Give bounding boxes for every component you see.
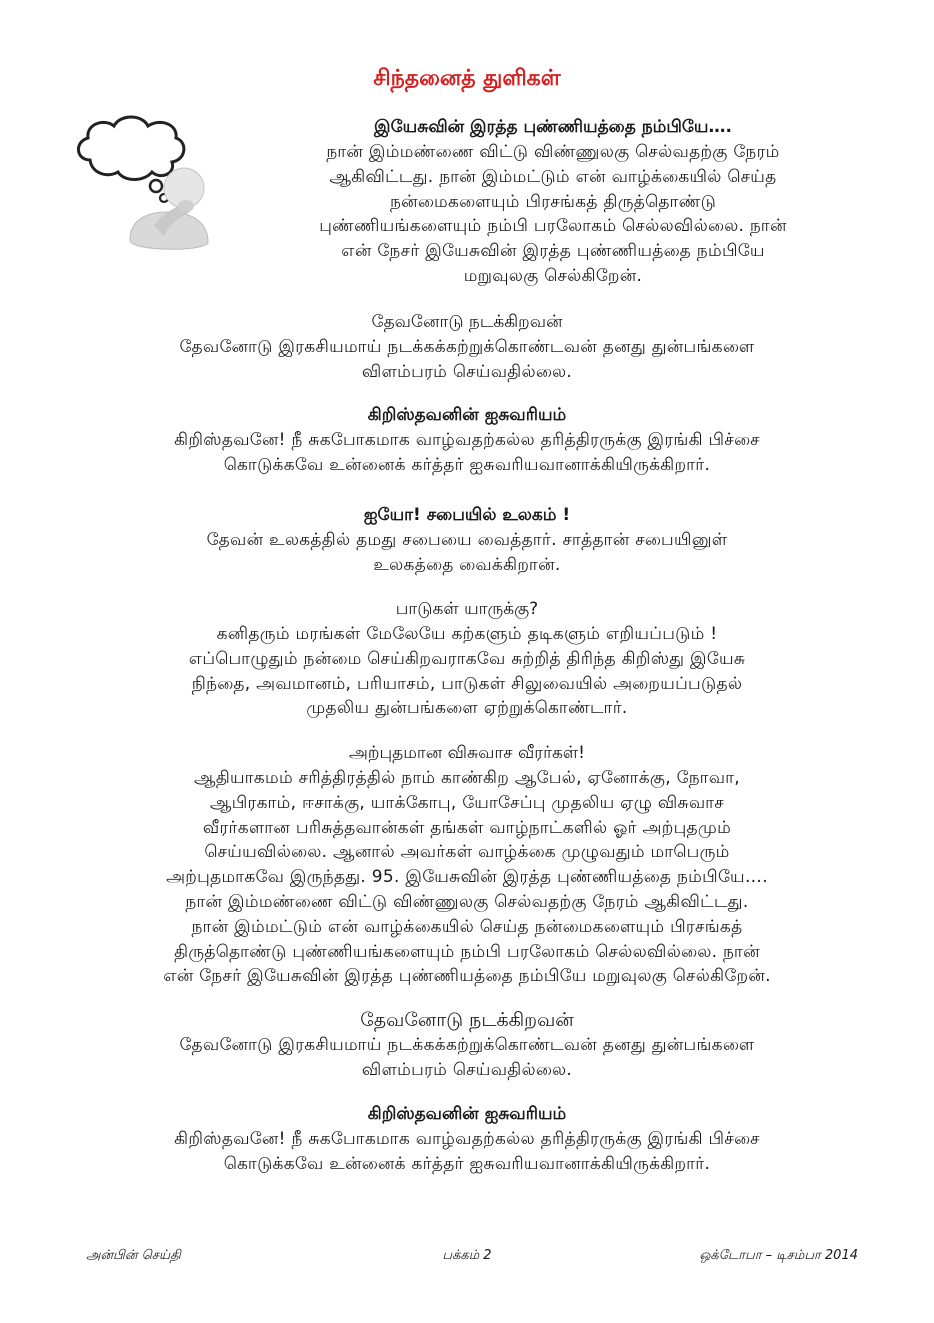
paragraph-line: விளம்பரம் செய்வதில்லை. xyxy=(361,1059,573,1080)
text-section xyxy=(55,503,879,578)
paragraph-line: வீரர்களான பரிசுத்தவான்கள் தங்கள் வாழ்நாட்களில் ஓர் அற்புதமும் xyxy=(202,817,732,838)
paragraph-line: ஆதியாகமம் சரித்திரத்தில் நாம் காண்கிற ஆபேல், ஏனோக்கு, நோவா, xyxy=(194,768,740,788)
paragraph-line: கனிதரும் மரங்கள் மேலேயே கற்களும் தடிகளும் எறியப்படும் ! xyxy=(216,624,718,644)
paragraph-line: மறுவுலகு செல்கிறேன். xyxy=(463,265,643,286)
paragraph-line: நான் இம்மண்ணை விட்டு விண்ணுலகு செல்வதற்கு நேரம் ஆகிவிட்டது. xyxy=(185,891,749,912)
footer-date: ஒக்டோபா – டிசம்பா 2014 xyxy=(699,1248,858,1263)
page-title: சிந்தனைத் துளிகள் xyxy=(373,66,561,91)
paragraph-line: கொடுக்கவே உன்னைக் கர்த்தர் ஐசுவரியவானாக்கியிருக்கிறார். xyxy=(223,454,711,475)
section-heading: இயேசுவின் இரத்த புண்ணியத்தை நம்பியே…. xyxy=(374,117,732,137)
footer-page-number: பக்கம் 2 xyxy=(442,1248,492,1263)
paragraph-line: நான் இம்மண்ணை விட்டு விண்ணுலகு செல்வதற்கு நேரம் xyxy=(326,142,780,162)
paragraph-line: கிறிஸ்தவனே! நீ சுகபோகமாக வாழ்வதற்கல்ல தரித்திரருக்கு இரங்கி பிச்சை xyxy=(174,430,760,450)
paragraph-line: செய்யவில்லை. ஆனால் அவர்கள் வாழ்க்கை முழுவதும் மாபெரும் xyxy=(204,842,730,863)
text-section xyxy=(55,741,879,989)
paragraph-line: கொடுக்கவே உன்னைக் கர்த்தர் ஐசுவரியவானாக்கியிருக்கிறார். xyxy=(223,1153,711,1174)
section-heading: தேவனோடு நடக்கிறவன் xyxy=(371,312,563,332)
paragraph-line: திருத்தொண்டு புண்ணியங்களையும் நம்பி பரலோகம் செல்லவில்லை. நான் xyxy=(174,941,760,962)
text-section xyxy=(55,1102,879,1177)
paragraph-line: நன்மைகளையும் பிரசங்கத் திருத்தொண்டு xyxy=(389,191,717,212)
text-section xyxy=(228,115,878,289)
section-heading: கிறிஸ்தவனின் ஐசுவரியம் xyxy=(367,1104,567,1124)
text-section xyxy=(55,1008,879,1083)
text-section xyxy=(55,597,879,721)
paragraph-line: தேவன் உலகத்தில் தமது சபையை வைத்தார். சாத்தான் சபையினுள் xyxy=(206,530,728,550)
paragraph-line: முதலிய துன்பங்களை ஏற்றுக்கொண்டார். xyxy=(306,698,628,719)
paragraph-line: விளம்பரம் செய்வதில்லை. xyxy=(361,361,573,382)
section-heading: தேவனோடு நடக்கிறவன் xyxy=(360,1009,574,1031)
paragraph-line: நிந்தை, அவமானம், பரியாசம், பாடுகள் சிலுவையில் அறையப்படுதல் xyxy=(191,673,743,694)
section-heading: ஐயோ! சபையில் உலகம் ! xyxy=(363,505,571,525)
paragraph-line: தேவனோடு இரகசியமாய் நடக்கக்கற்றுக்கொண்டவன் தனது துன்பங்களை xyxy=(179,337,755,357)
paragraph-line: என் நேசர் இயேசுவின் இரத்த புண்ணியத்தை நம்பியே மறுவுலகு செல்கிறேன். xyxy=(163,966,771,987)
paragraph-line: ஆபிரகாம், ஈசாக்கு, யாக்கோபு, யோசேப்பு முதலிய ஏழு விசுவாச xyxy=(209,792,725,813)
section-heading: அற்புதமான விசுவாச வீரர்கள்! xyxy=(349,743,585,763)
paragraph-line: ஆகிவிட்டது. நான் இம்மட்டும் என் வாழ்க்கையில் செய்த xyxy=(329,166,777,187)
footer-publication: அன்பின் செய்தி xyxy=(86,1248,181,1263)
section-heading: கிறிஸ்தவனின் ஐசுவரியம் xyxy=(367,405,567,425)
paragraph-line: அற்புதமாகவே இருந்தது. 95. இயேசுவின் இரத்த புண்ணியத்தை நம்பியே…. xyxy=(166,867,768,888)
paragraph-line: புண்ணியங்களையும் நம்பி பரலோகம் செல்லவில்லை. நான் xyxy=(319,216,787,237)
section-heading: பாடுகள் யாருக்கு? xyxy=(395,599,539,619)
paragraph-line: நான் இம்மட்டும் என் வாழ்க்கையில் செய்த நன்மைகளையும் பிரசங்கத் xyxy=(191,916,743,937)
paragraph-line: உலகத்தை வைக்கிறான். xyxy=(373,554,561,575)
paragraph-line: தேவனோடு இரகசியமாய் நடக்கக்கற்றுக்கொண்டவன் தனது துன்பங்களை xyxy=(179,1035,755,1055)
paragraph-line: கிறிஸ்தவனே! நீ சுகபோகமாக வாழ்வதற்கல்ல தரித்திரருக்கு இரங்கி பிச்சை xyxy=(174,1129,760,1149)
text-section xyxy=(55,310,879,385)
thinking-person-icon xyxy=(68,108,218,258)
paragraph-line: எப்பொழுதும் நன்மை செய்கிறவராகவே சுற்றித் திரிந்த கிறிஸ்து இயேசு xyxy=(188,648,746,669)
text-section xyxy=(55,403,879,478)
paragraph-line: என் நேசர் இயேசுவின் இரத்த புண்ணியத்தை நம்பியே xyxy=(341,241,765,262)
